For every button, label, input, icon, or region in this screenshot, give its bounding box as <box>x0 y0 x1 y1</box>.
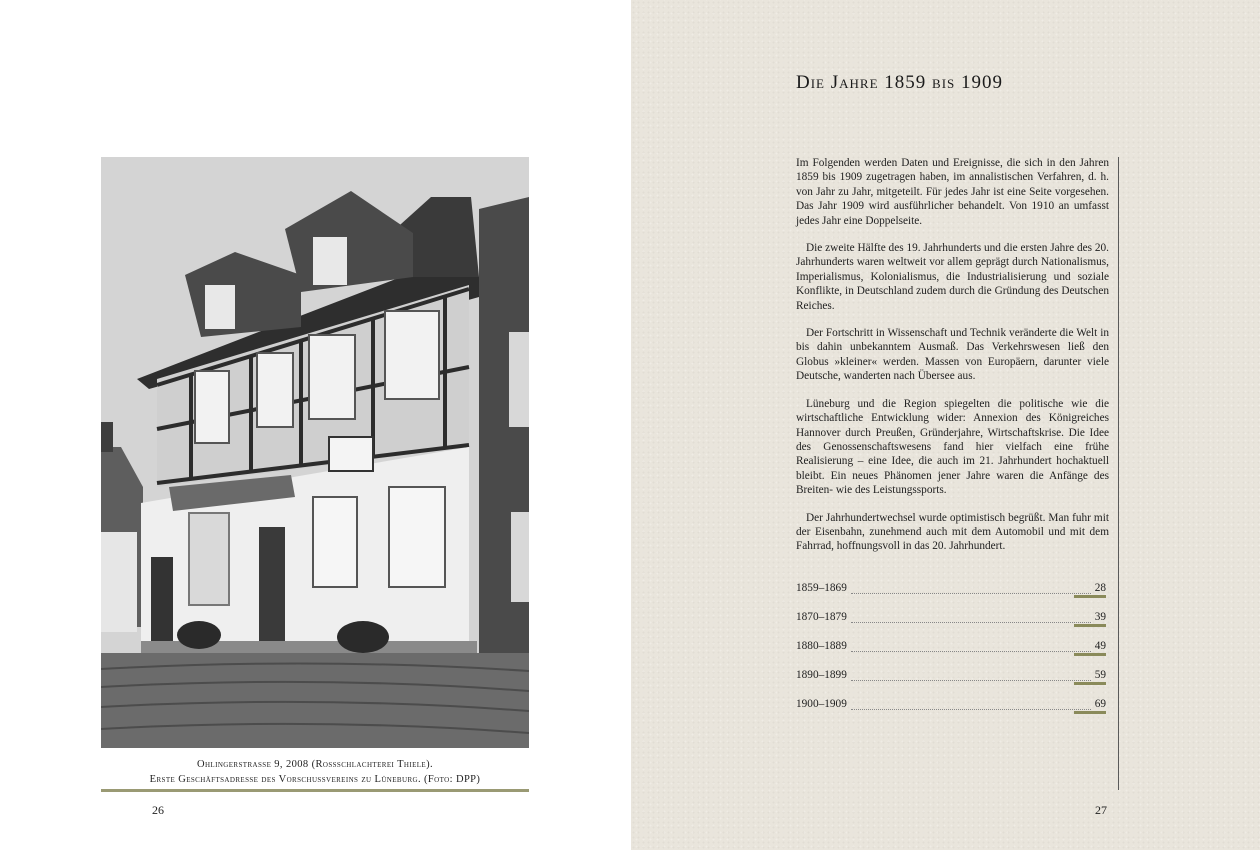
intro-text <box>796 156 1109 567</box>
toc-accent-bar <box>1074 653 1106 656</box>
caption-line-1: Ohlingerstrasse 9, 2008 (Rossschlachterei Thiele). <box>196 759 434 770</box>
paragraph: Lüneburg und die Region spiegelten die politische wie die wirtschaftliche Entwicklung wider: Annexion des Königreiches Hannover durch Preußen, Gründerjahre, Wirtschaftskrise. Die Idee des Genossenschaftswesens fand hier vielfach eine frühe Realisierung – eine Idee, die auch im 21. Jahrhundert hochaktuell bleibt. Ein neues Phänomen jener Jahre waren die Anfänge des Breiten- wie des Leistungssports. <box>796 397 1109 497</box>
caption-rule <box>101 789 529 792</box>
paragraph: Der Jahrhundertwechsel wurde optimistisch begrüßt. Man fuhr mit der Eisenbahn, zunehmend auch mit dem Automobil und mit dem Fahrrad, hoffnungsvoll in das 20. Jahrhundert. <box>796 511 1109 553</box>
leader-dots <box>851 698 1091 710</box>
toc-range: 1859–1869 <box>796 582 847 594</box>
toc-entry[interactable] <box>796 611 1106 640</box>
toc-accent-bar <box>1074 682 1106 685</box>
leader-dots <box>851 611 1091 623</box>
paragraph: Der Fortschritt in Wissenschaft und Technik veränderte die Welt in bis dahin unbekanntem Ausmaß. Das Verkehrswesen ließ den Globus »kleiner« werden. Massen von Europäern, darunter viele Deutsche, wanderten nach Übersee aus. <box>796 327 1109 383</box>
vertical-rule <box>1118 157 1119 790</box>
toc-entry[interactable] <box>796 698 1106 727</box>
toc-entry[interactable] <box>796 582 1106 611</box>
toc-page: 28 <box>1094 582 1106 594</box>
paragraph: Die zweite Hälfte des 19. Jahrhunderts und die ersten Jahre des 20. Jahrhunderts waren weltweit vor allem geprägt durch Nationalismus, Imperialismus, Kolonialismus, die Industrialisierung und soziale Konflikte, in Deutschland zudem durch die Gründung des Deutschen Reiches. <box>796 242 1109 312</box>
right-page <box>631 0 1260 850</box>
toc-accent-bar <box>1074 711 1106 714</box>
toc-accent-bar <box>1074 624 1106 627</box>
toc-range: 1900–1909 <box>796 698 847 710</box>
building-photo <box>101 157 529 748</box>
paragraph: Im Folgenden werden Daten und Ereignisse, die sich in den Jahren 1859 bis 1909 zugetragen haben, im annalistischen Verfahren, d. h. von Jahr zu Jahr, mitgeteilt. Für jedes Jahr ist eine Seite vorgesehen. Das Jahr 1909 wird ausführlicher behandelt. Von 1910 an umfasst jedes Jahr eine Doppelseite. <box>796 157 1109 227</box>
photo-caption <box>101 757 529 787</box>
leader-dots <box>851 640 1091 652</box>
page-number-right: 27 <box>1095 803 1107 817</box>
page-number-left: 26 <box>152 803 164 817</box>
table-of-contents <box>796 582 1106 727</box>
leader-dots <box>851 669 1091 681</box>
toc-page: 49 <box>1094 640 1106 652</box>
toc-range: 1870–1879 <box>796 611 847 623</box>
chapter-title: Die Jahre 1859 bis 1909 <box>796 72 1004 93</box>
toc-page: 39 <box>1094 611 1106 623</box>
leader-dots <box>851 582 1091 594</box>
toc-entry[interactable] <box>796 640 1106 669</box>
toc-accent-bar <box>1074 595 1106 598</box>
caption-line-2: Erste Geschäftsadresse des Vorschussvereins zu Lüneburg. (Foto: DPP) <box>149 774 481 785</box>
toc-page: 69 <box>1094 698 1106 710</box>
toc-range: 1890–1899 <box>796 669 847 681</box>
toc-page: 59 <box>1094 669 1106 681</box>
toc-range: 1880–1889 <box>796 640 847 652</box>
toc-entry[interactable] <box>796 669 1106 698</box>
